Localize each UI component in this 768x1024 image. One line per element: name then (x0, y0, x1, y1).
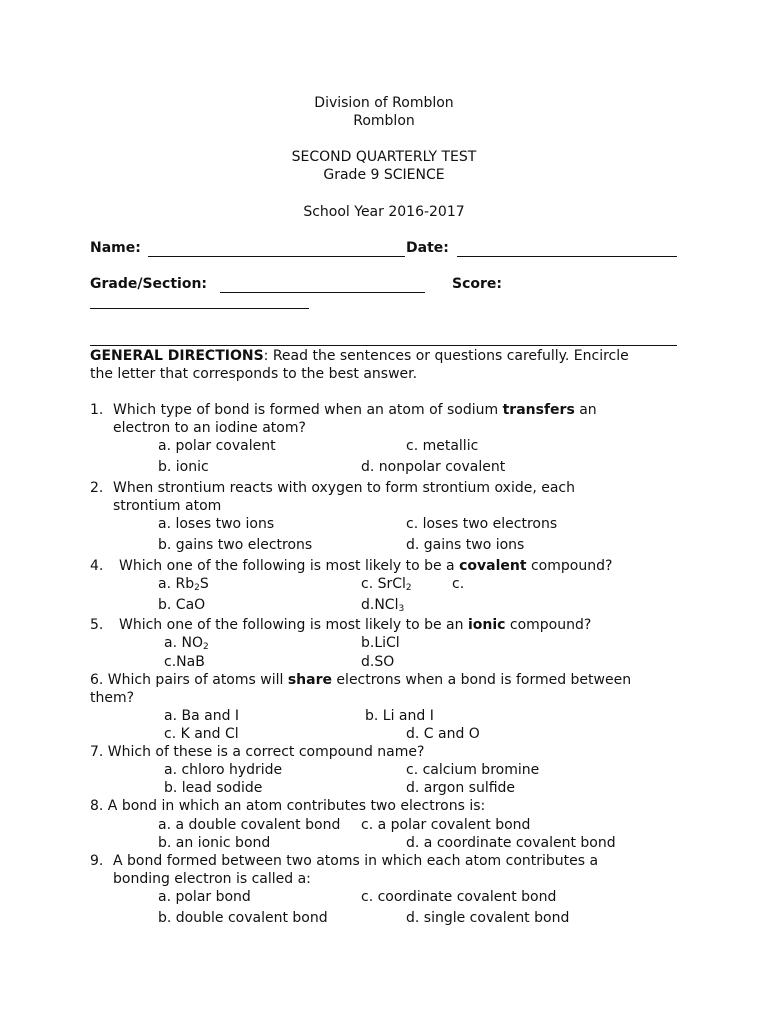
q2-stem-line-2: strontium atom (113, 498, 222, 514)
directions-label: GENERAL DIRECTIONS (90, 348, 264, 364)
q9-stem-line-1: A bond formed between two atoms in which each atom contributes a (113, 853, 599, 869)
directions-line-1: GENERAL DIRECTIONS: Read the sentences or questions carefully. Encircle (90, 348, 629, 364)
q5-stem: Which one of the following is most likely to be an ionic compound? (119, 617, 592, 633)
q9-stem-line-2: bonding electron is called a: (113, 871, 311, 887)
name-label: Name: (90, 240, 141, 256)
q4-option-c-stray: c. (452, 576, 465, 592)
q2-option-b[interactable]: b. gains two electrons (158, 537, 313, 553)
q5-option-a[interactable]: a. $NO_2$ (164, 635, 209, 652)
q9-option-c[interactable]: c. coordinate covalent bond (361, 889, 557, 905)
q1-number: 1. (90, 402, 104, 418)
q2-option-c[interactable]: c. loses two electrons (406, 516, 558, 532)
q7-option-b[interactable]: b. lead sodide (164, 780, 263, 796)
divider (90, 345, 677, 346)
q9-option-a[interactable]: a. polar bond (158, 889, 251, 905)
place-title: Romblon (353, 113, 415, 129)
q4-option-d[interactable]: d.NCl$_3$ (361, 597, 405, 614)
score-field[interactable] (90, 308, 309, 309)
q6-option-c[interactable]: c. K and Cl (164, 726, 239, 742)
q5-number: 5. (90, 617, 104, 633)
q4-stem: Which one of the following is most likely to be a covalent compound? (119, 558, 613, 574)
test-title: SECOND QUARTERLY TEST (291, 149, 477, 165)
name-field[interactable] (148, 256, 405, 257)
q9-option-d[interactable]: d. single covalent bond (406, 910, 570, 926)
q5-option-b[interactable]: b.LiCl (361, 635, 400, 651)
q6-option-b[interactable]: b. Li and I (365, 708, 434, 724)
q6-option-a[interactable]: a. Ba and I (164, 708, 240, 724)
q2-option-a[interactable]: a. loses two ions (158, 516, 275, 532)
q8-stem: 8. A bond in which an atom contributes two electrons is: (90, 798, 486, 814)
school-year: School Year 2016-2017 (303, 204, 465, 220)
q7-option-a[interactable]: a. chloro hydride (164, 762, 283, 778)
q6-option-d[interactable]: d. C and O (406, 726, 480, 742)
q7-stem: 7. Which of these is a correct compound name? (90, 744, 425, 760)
q5-option-d[interactable]: d.SO (361, 654, 395, 670)
q6-stem-line-2: them? (90, 690, 135, 706)
q2-number: 2. (90, 480, 104, 496)
q1-option-c[interactable]: c. metallic (406, 438, 479, 454)
q9-number: 9. (90, 853, 104, 869)
q9-option-b[interactable]: b. double covalent bond (158, 910, 328, 926)
q8-option-c[interactable]: c. a polar covalent bond (361, 817, 531, 833)
directions-line-2: the letter that corresponds to the best answer. (90, 366, 418, 382)
q8-option-b[interactable]: b. an ionic bond (158, 835, 271, 851)
q1-option-b[interactable]: b. ionic (158, 459, 209, 475)
q1-stem-line-1: Which type of bond is formed when an atom of sodium transfers an (113, 402, 597, 418)
q4-option-b[interactable]: b. CaO (158, 597, 206, 613)
q2-option-d[interactable]: d. gains two ions (406, 537, 525, 553)
q1-option-d[interactable]: d. nonpolar covalent (361, 459, 506, 475)
q8-option-a[interactable]: a. a double covalent bond (158, 817, 341, 833)
q4-option-c[interactable]: c. SrCl$_2$ (361, 576, 412, 593)
q4-number: 4. (90, 558, 104, 574)
grade-section-field[interactable] (220, 292, 425, 293)
q1-stem-line-2: electron to an iodine atom? (113, 420, 306, 436)
q6-stem-line-1: 6. Which pairs of atoms will share electrons when a bond is formed between (90, 672, 632, 688)
q5-option-c[interactable]: c.NaB (164, 654, 205, 670)
subject-title: Grade 9 SCIENCE (323, 167, 445, 183)
score-label: Score: (452, 276, 502, 292)
division-title: Division of Romblon (314, 95, 454, 111)
q8-option-d[interactable]: d. a coordinate covalent bond (406, 835, 616, 851)
q2-stem-line-1: When strontium reacts with oxygen to form strontium oxide, each (113, 480, 575, 496)
q7-option-d[interactable]: d. argon sulfide (406, 780, 516, 796)
q1-option-a[interactable]: a. polar covalent (158, 438, 276, 454)
grade-section-label: Grade/Section: (90, 276, 208, 292)
date-label: Date: (406, 240, 449, 256)
q7-option-c[interactable]: c. calcium bromine (406, 762, 540, 778)
q4-option-a[interactable]: a. $Rb_2S$ (158, 576, 209, 593)
date-field[interactable] (457, 256, 677, 257)
